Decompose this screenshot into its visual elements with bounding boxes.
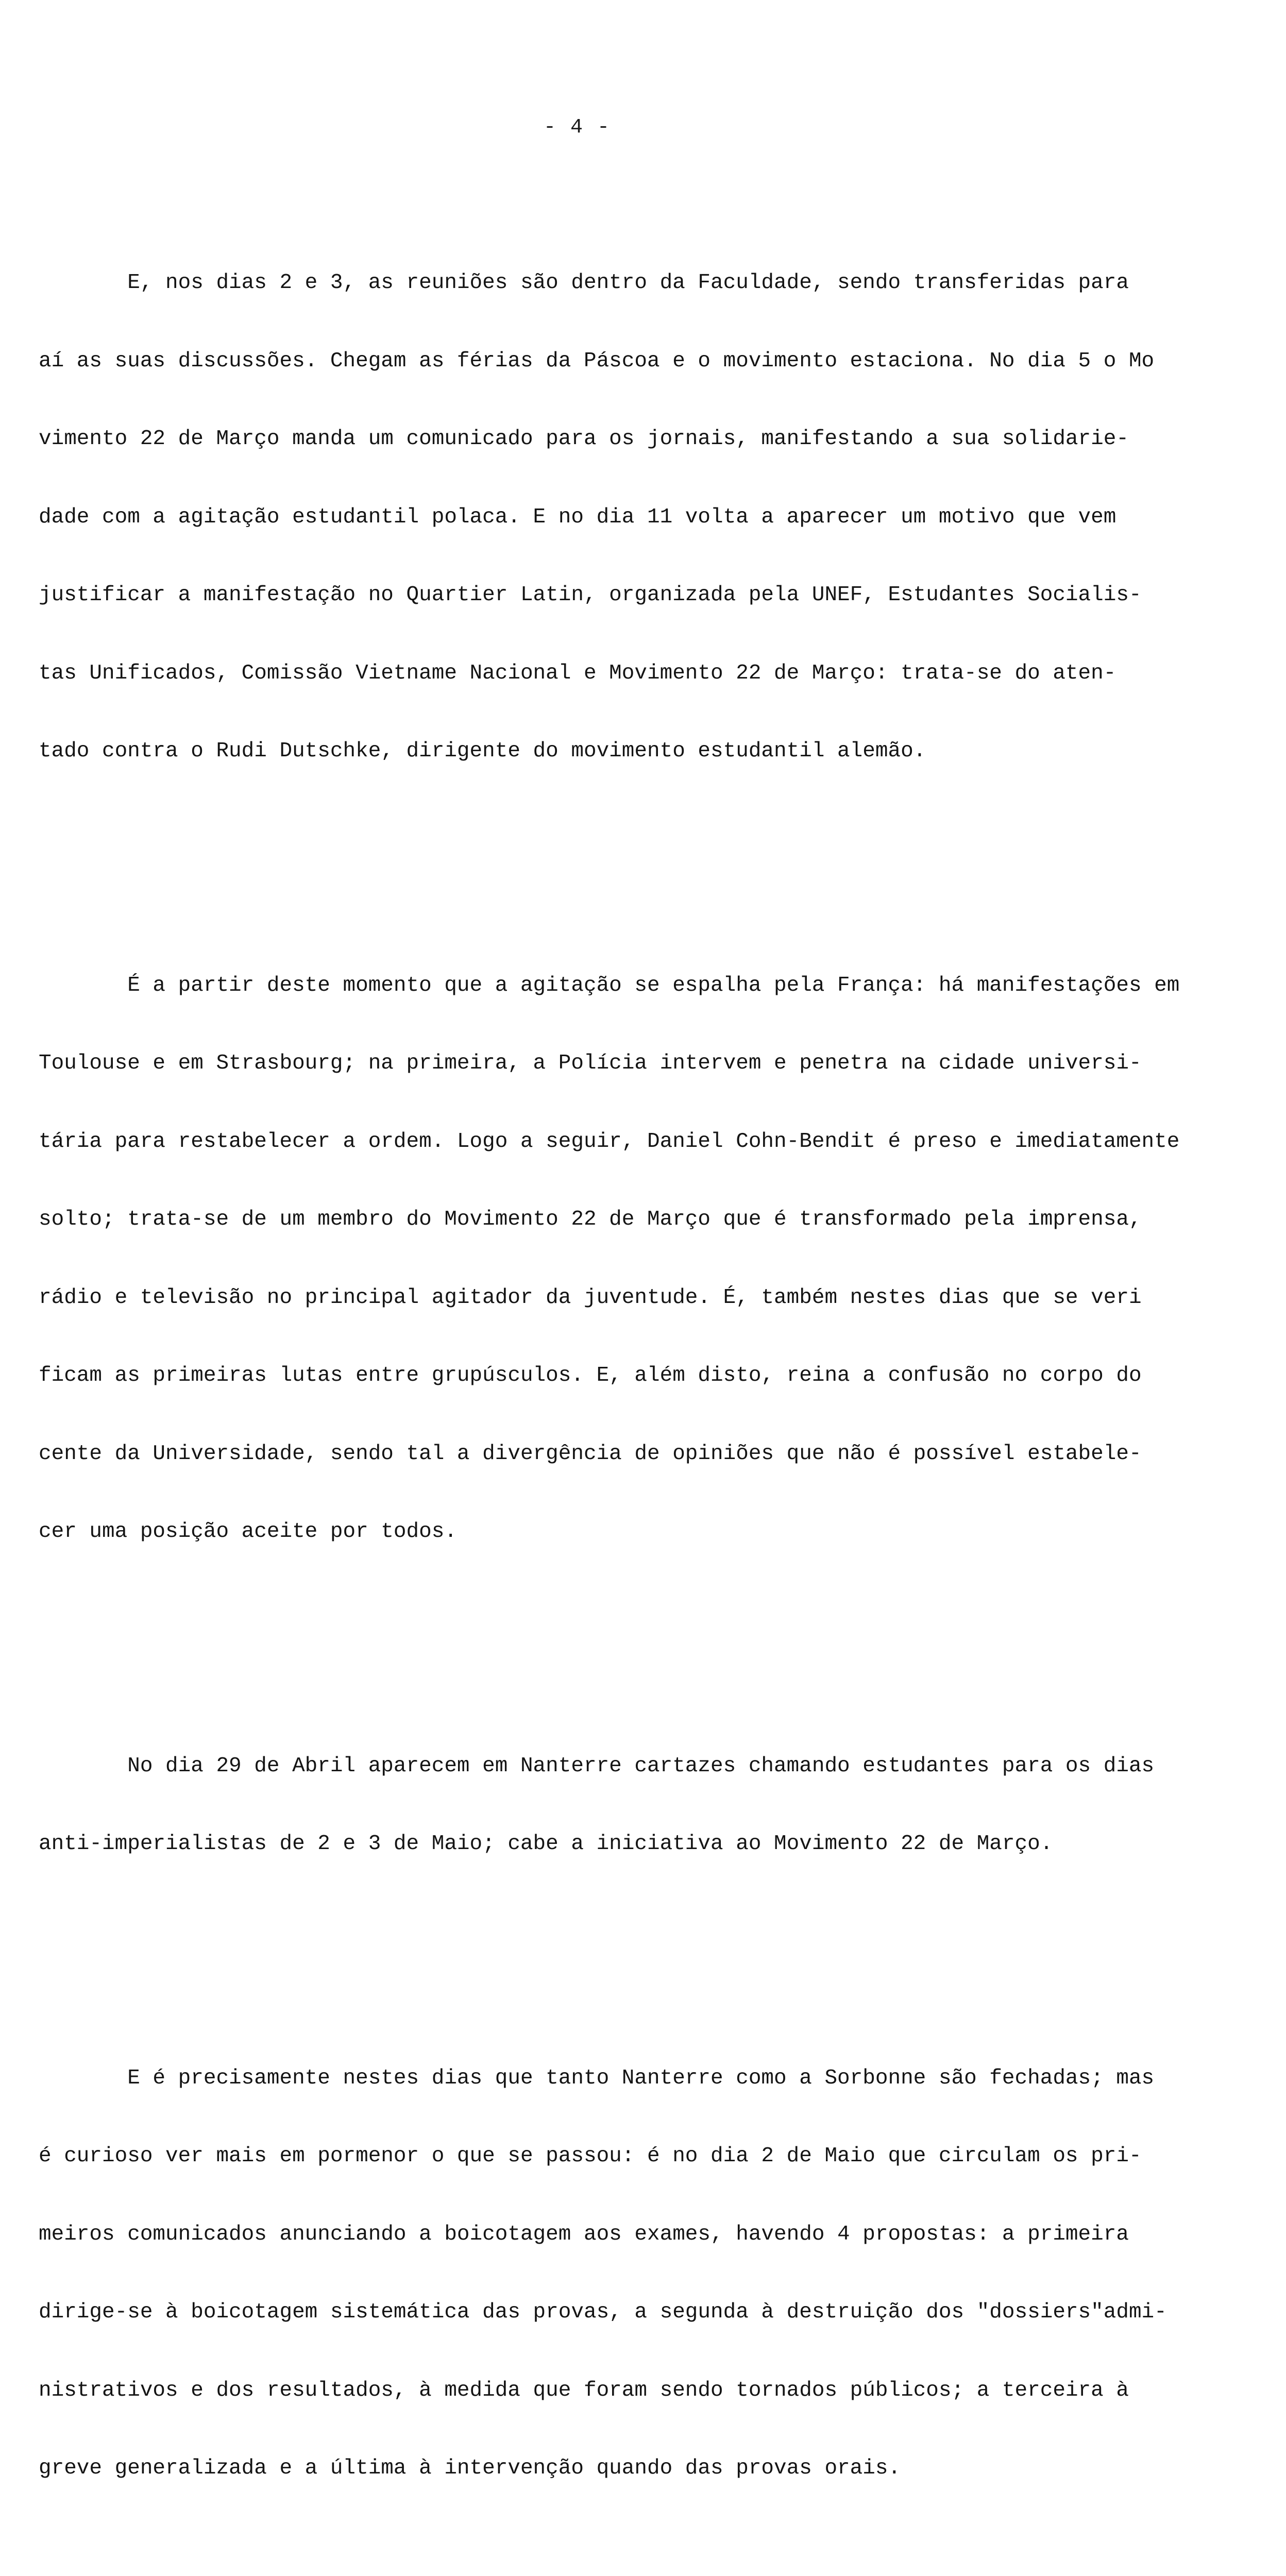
paragraph-3 — [39, 1701, 1188, 1909]
text-line: nistrativos e dos resultados, à medida que foram sendo tornados públicos; a terceira à — [39, 2378, 1129, 2402]
paragraph-1 — [39, 218, 1188, 817]
text-line: vimento 22 de Março manda um comunicado para os jornais, manifestando a sua solidarie- — [39, 427, 1129, 451]
text-line: dade com a agitação estudantil polaca. E no dia 11 volta a aparecer um motivo que vem — [39, 505, 1116, 529]
text-line: aí as suas discussões. Chegam as férias da Páscoa e o movimento estaciona. No dia 5 o Mo — [39, 349, 1155, 373]
text-line: E é precisamente nestes dias que tanto Nanterre como a Sorbonne são fechadas; mas — [39, 2066, 1155, 2090]
text-line: dirige-se à boicotagem sistemática das provas, a segunda à destruição dos "dossiers"admi- — [39, 2300, 1167, 2324]
text-line: anti-imperialistas de 2 e 3 de Maio; cabe a iniciativa ao Movimento 22 de Março. — [39, 1832, 1053, 1856]
text-line: tária para restabelecer a ordem. Logo a seguir, Daniel Cohn-Bendit é preso e imediatamente — [39, 1129, 1180, 1154]
text-line: ficam as primeiras lutas entre grupúsculos. E, além disto, reina a confusão no corpo do — [39, 1364, 1142, 1387]
text-line: E, nos dias 2 e 3, as reuniões são dentro da Faculdade, sendo transferidas para — [39, 271, 1129, 295]
text-line: é curioso ver mais em pormenor o que se passou: é no dia 2 de Maio que circulam os pri- — [39, 2144, 1142, 2168]
text-line: No dia 29 de Abril aparecem em Nanterre cartazes chamando estudantes para os dias — [39, 1754, 1155, 1778]
text-line: solto; trata-se de um membro do Movimento 22 de Março que é transformado pela imprensa, — [39, 1208, 1142, 1231]
text-line: tas Unificados, Comissão Vietname Nacional e Movimento 22 de Março: trata-se do aten- — [39, 661, 1116, 685]
paragraph-4 — [39, 2013, 1188, 2534]
page-number: - 4 - — [543, 116, 611, 139]
text-line: Toulouse e em Strasbourg; na primeira, a Polícia intervem e penetra na cidade universi- — [39, 1052, 1142, 1075]
text-line: tado contra o Rudi Dutschke, dirigente do movimento estudantil alemão. — [39, 739, 926, 763]
text-line: rádio e televisão no principal agitador da juventude. É, também nestes dias que se veri — [39, 1285, 1142, 1310]
text-line: cente da Universidade, sendo tal a divergência de opiniões que não é possível estabele- — [39, 1442, 1142, 1466]
paragraph-2 — [39, 921, 1188, 1597]
document-body — [39, 166, 1188, 2576]
text-line: justificar a manifestação no Quartier Latin, organizada pela UNEF, Estudantes Socialis- — [39, 583, 1142, 607]
text-line: É a partir deste momento que a agitação se espalha pela França: há manifestações em — [39, 973, 1180, 997]
text-line: cer uma posição aceite por todos. — [39, 1520, 457, 1544]
text-line: greve generalizada e a última à intervenção quando das provas orais. — [39, 2456, 901, 2480]
text-line: meiros comunicados anunciando a boicotagem aos exames, havendo 4 propostas: a primeira — [39, 2222, 1129, 2246]
